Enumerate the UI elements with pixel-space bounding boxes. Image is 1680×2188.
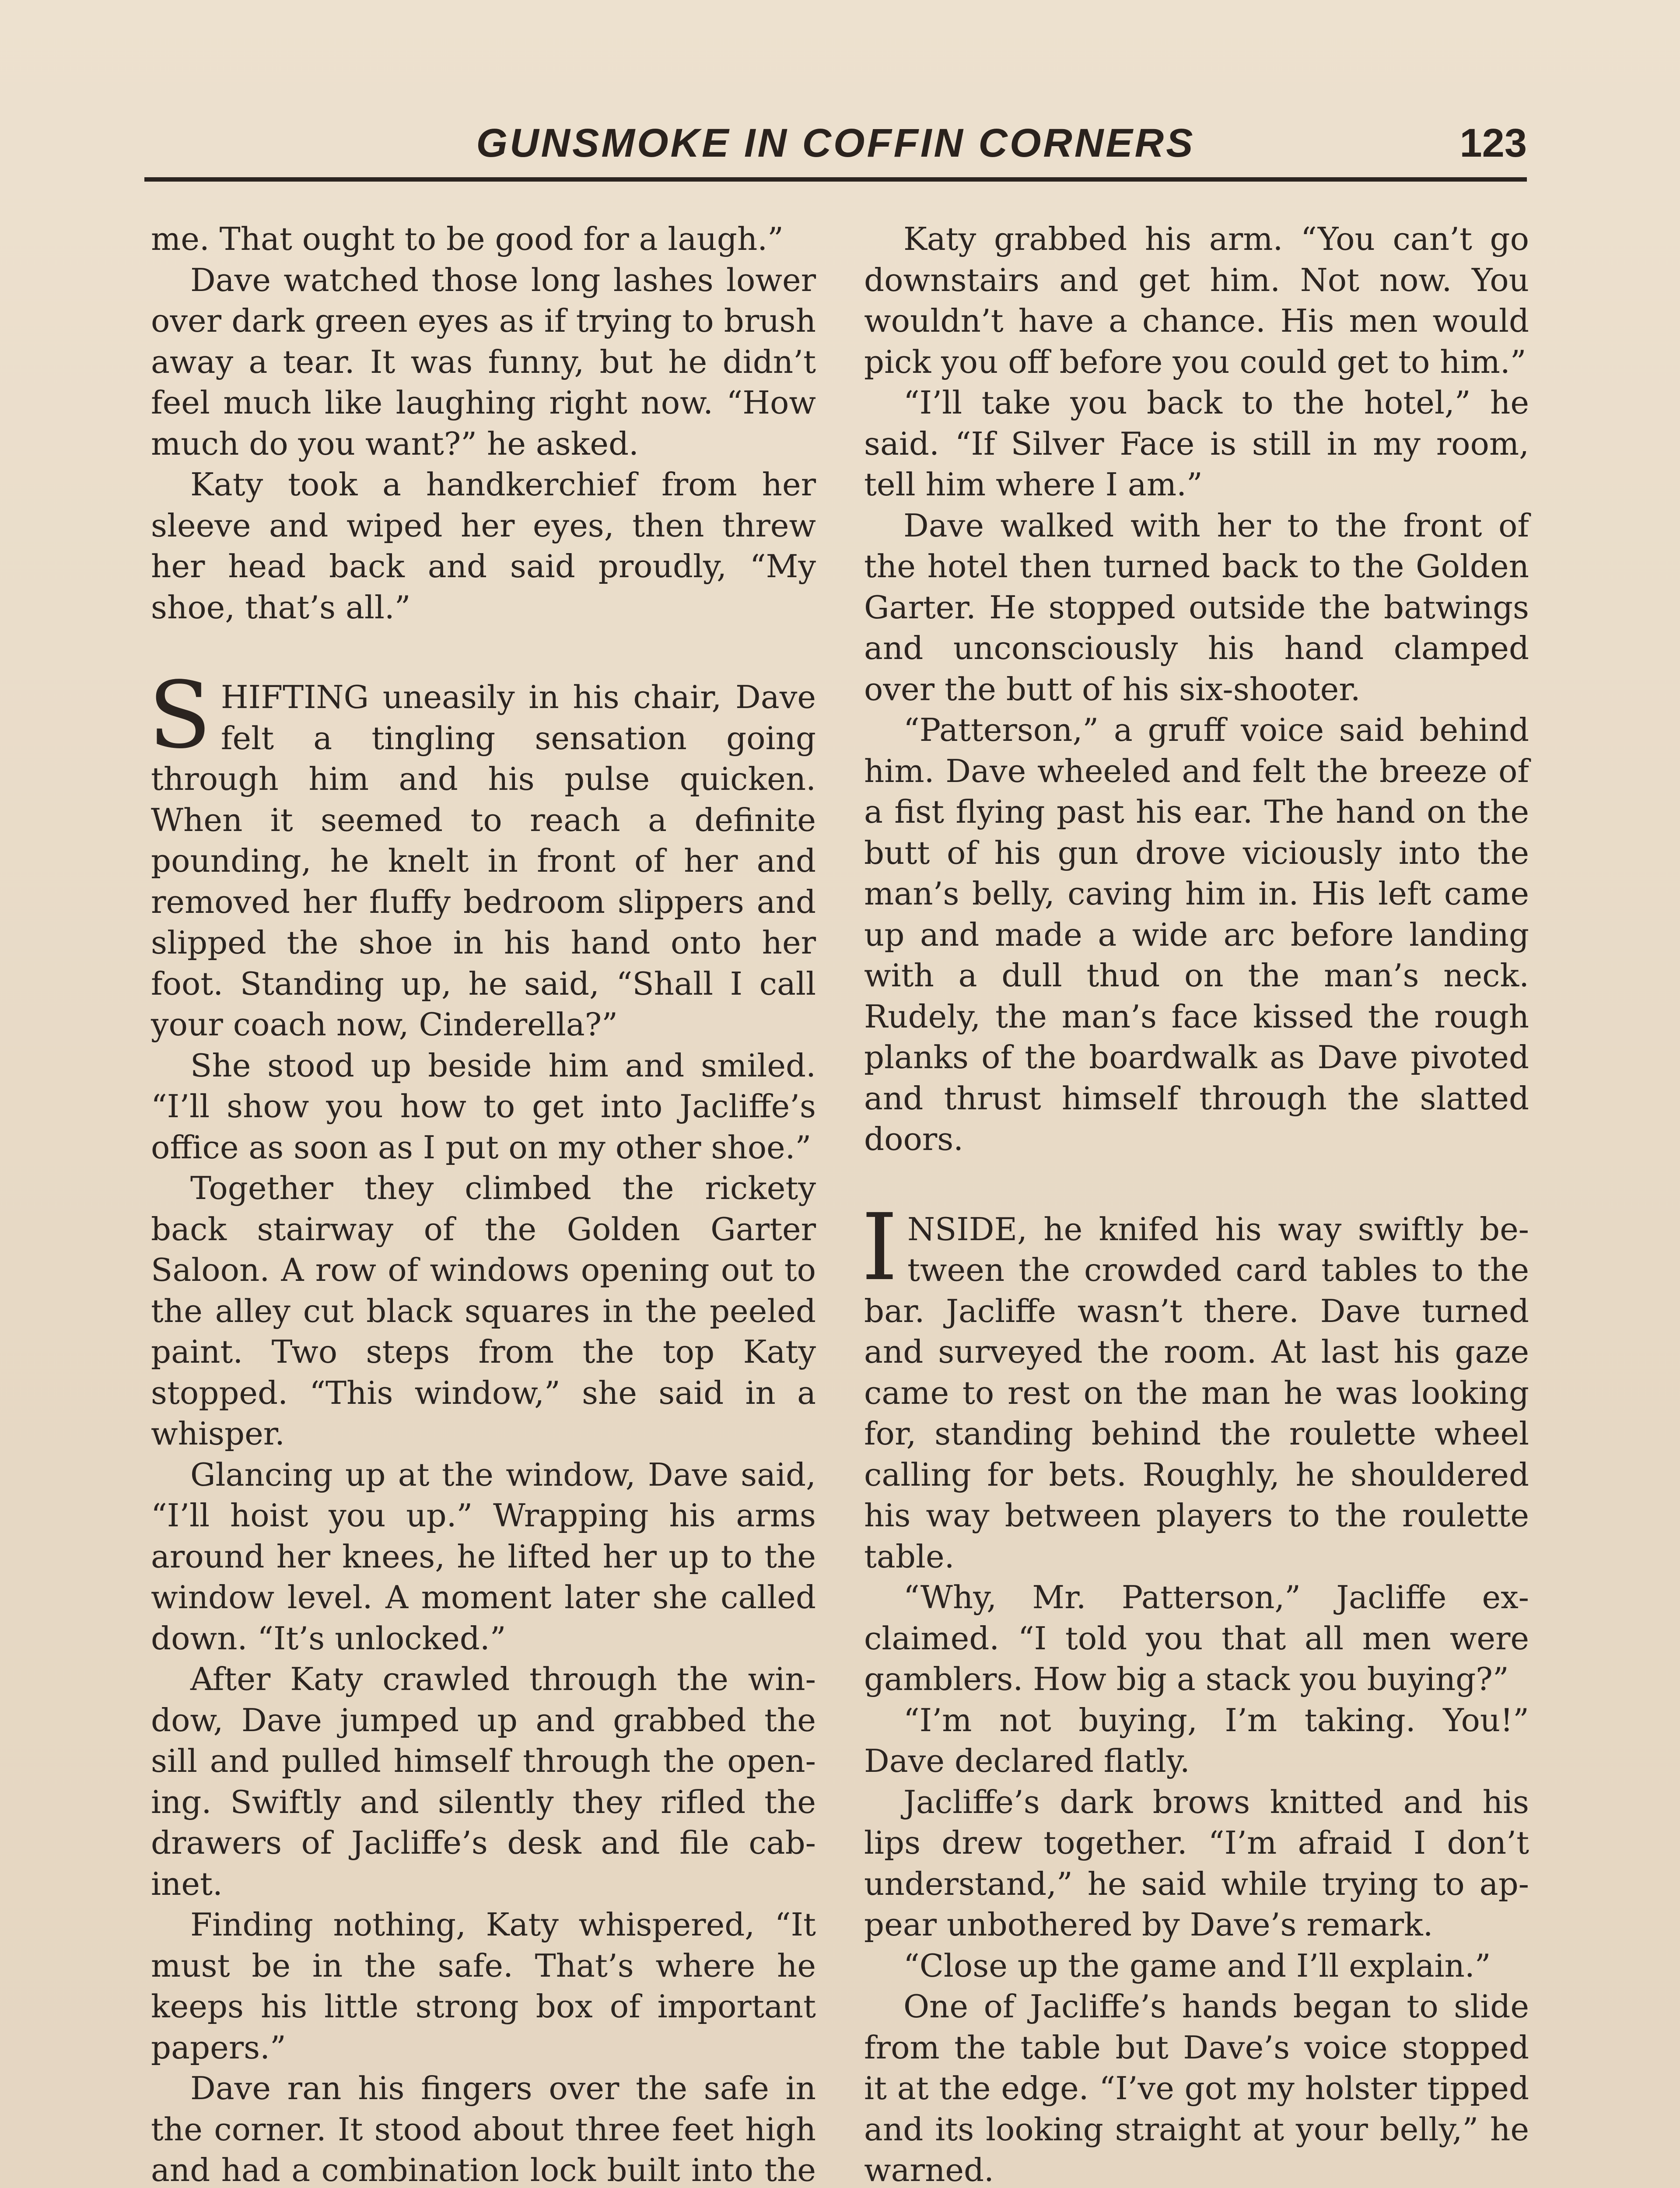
paragraph: Katy took a handkerchief from her sleeve and wiped her eyes, then threw her head back and said proudly, “My shoe, that’s all.” bbox=[151, 466, 816, 626]
paragraph: One of Jacliffe’s hands began to slide from the table but Dave’s voice stopped it at the edge. “I’ve got my holster tipped and its looking straight at your belly,” he warned. bbox=[864, 1988, 1529, 2188]
header-rule bbox=[144, 177, 1527, 182]
paragraph: Dave watched those long lashes lower over dark green eyes as if trying to brush away a tear. It was funny, but he didn’t feel much like laughing right now. “How much do you want?” he asked. bbox=[151, 261, 816, 462]
drop-cap: I bbox=[861, 1193, 898, 1301]
right-column bbox=[861, 219, 1529, 2188]
paragraph-text: HIFTING uneasily in his chair, Dave felt a tingling sensation going through him and his pulse quicken. When it seemed to reach a definite pounding, he knelt in front of her and removed her fluffy bedroom slippers and slipped the shoe in his hand onto her foot. Standing up, he said, “Shall I call your coach now, Cinderella?” bbox=[151, 679, 816, 1043]
paragraph: “Why, Mr. Patterson,” Jacliffe exclaimed. “I told you that all men were gamblers. How big a stack you buying?” bbox=[864, 1579, 1529, 1697]
paragraph: Finding nothing, Katy whispered, “It must be in the safe. That’s where he keeps his little strong box of important papers.” bbox=[151, 1906, 816, 2066]
paragraph-text: NSIDE, he knifed his way swiftly between the crowded card tables to the bar. Jacliffe wasn’t there. Dave turned and surveyed the room. At last his gaze came to rest on the man he was looking for, standing behind the roulette wheel calling for bets. Roughly, he shouldered his way between players to the roulette table. bbox=[864, 1210, 1529, 1575]
paragraph: “I’ll take you back to the hotel,” he said. “If Silver Face is still in my room, tell him where I am.” bbox=[864, 384, 1529, 503]
page-header bbox=[144, 120, 1527, 173]
paragraph: me. That ought to be good for a laugh.” bbox=[151, 221, 784, 257]
paragraph: Katy grabbed his arm. “You can’t go downstairs and get him. Not now. You wouldn’t have a chance. His men would pick you off before you could get to him.” bbox=[864, 221, 1529, 380]
paragraph-with-drop-cap bbox=[861, 1193, 1529, 1578]
paragraph: “I’m not buying, I’m taking. You!” Dave declared flatly. bbox=[864, 1701, 1529, 1779]
paragraph: Dave ran his fingers over the safe in the corner. It stood about three feet high and had a combination lock built into the bbox=[151, 2070, 816, 2188]
paragraph: Dave walked with her to the front of the hotel then turned back to the Golden Garter. He stopped outside the batwings and unconsciously his hand clamped over the butt of his six-shooter. bbox=[864, 507, 1529, 708]
paragraph: After Katy crawled through the window, Dave jumped up and grabbed the sill and pulled himself through the opening. Swiftly and silently they rifled the drawers of Jacliffe’s desk and file cabinet. bbox=[151, 1661, 816, 1902]
paragraph: Glancing up at the window, Dave said, “I’ll hoist you up.” Wrapping his arms around her knees, he lifted her up to the window level. A moment later she called down. “It’s unlocked.” bbox=[151, 1456, 816, 1657]
paragraph: Jacliffe’s dark brows knitted and his lips drew together. “I’m afraid I don’t understand,” he said while trying to appear unbothered by Dave’s remark. bbox=[864, 1783, 1529, 1943]
paragraph: Together they climbed the rickety back stairway of the Golden Garter Saloon. A row of windows opening out to the alley cut black squares in the peeled paint. Two steps from the top Katy stopped. “This window,” she said in a whisper. bbox=[151, 1170, 816, 1452]
paragraph-with-drop-cap bbox=[148, 662, 816, 1045]
paragraph: “Patterson,” a gruff voice said behind him. Dave wheeled and felt the breeze of a fist flying past his ear. The hand on the butt of his gun drove viciously into the man’s belly, caving him in. His left came up and made a wide arc before landing with a dull thud on the man’s neck. Rudely, the man’s face kissed the rough planks of the boardwalk as Dave pivoted and thrust himself through the slatted doors. bbox=[864, 712, 1529, 1157]
paragraph: “Close up the game and I’ll explain.” bbox=[903, 1947, 1491, 1984]
drop-cap: S bbox=[148, 662, 211, 769]
running-title: GUNSMOKE IN COFFIN CORNERS bbox=[476, 121, 1195, 165]
left-column bbox=[148, 219, 816, 2188]
paragraph: She stood up beside him and smiled. “I’ll show you how to get into Jacliffe’s office as soon as I put on my other shoe.” bbox=[151, 1047, 816, 1166]
page-number: 123 bbox=[1460, 121, 1527, 165]
